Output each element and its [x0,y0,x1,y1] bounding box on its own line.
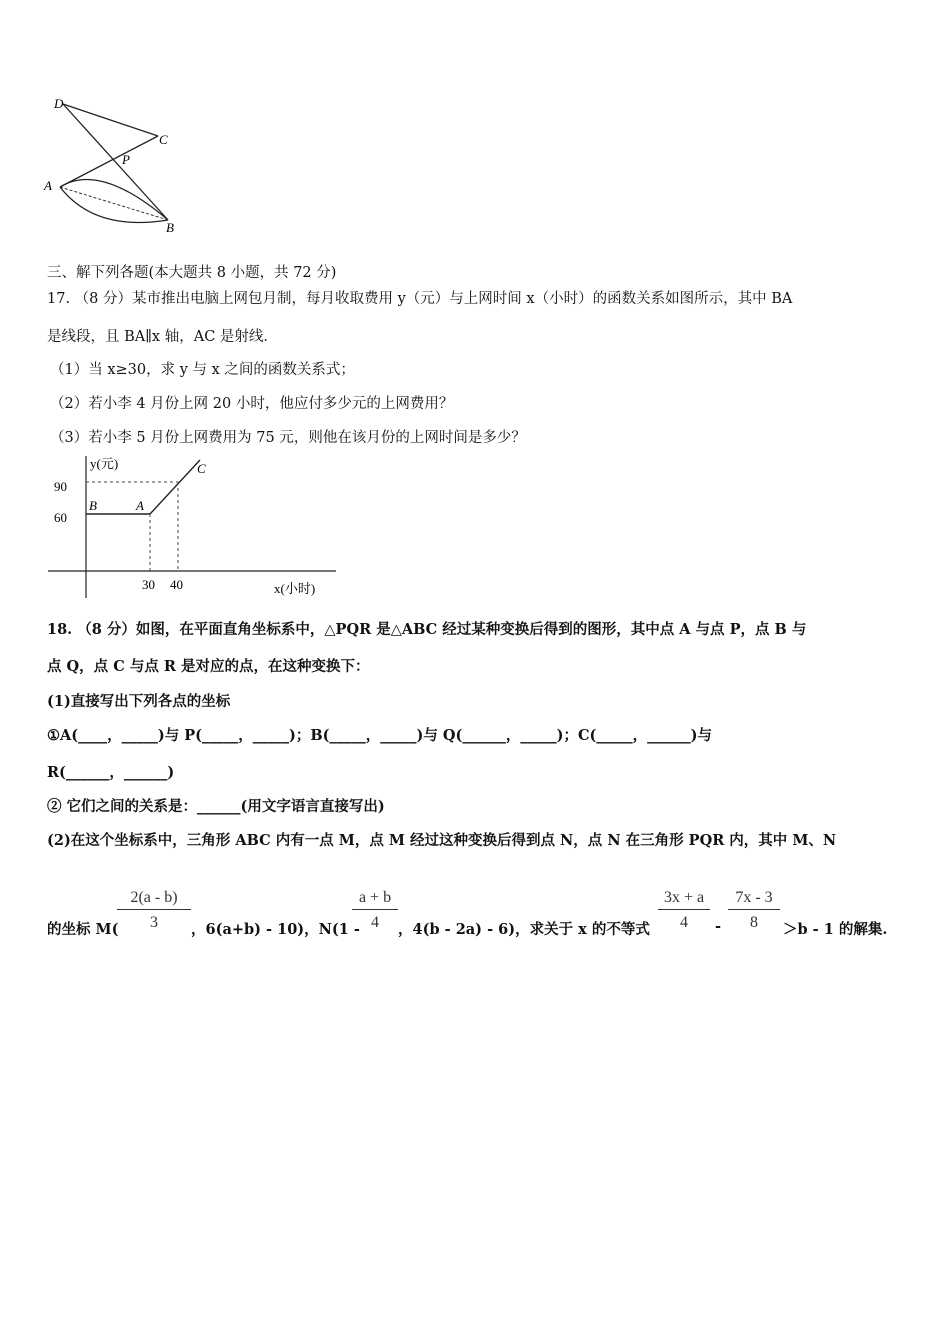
q17-graph [44,450,344,600]
fraction-ineq-1 [658,889,710,932]
q17-part3: （3）若小李 5 月份上网费用为 75 元，则他在该月份的上网时间是多少？ [50,430,526,446]
q18-relation: ② 它们之间的关系是：______(用文字语言直接写出) [47,798,385,815]
q18-last-seg2: ，6(a+b) - 10)，N(1 - [191,921,360,938]
q17-stem-line1: 17. （8 分）某市推出电脑上网包月制，每月收取费用 y（元）与上网时间 x（小时）的函数关系如图所示，其中 BA [47,291,793,307]
label-a: A [44,178,52,193]
x-tick-40: 40 [170,577,183,592]
q18-last-seg4: ＞b - 1 的解集. [783,921,888,938]
geometry-figure [40,92,190,237]
fraction-ineq-2 [728,889,780,932]
label-c: C [159,132,168,147]
q18-blanks-line1: ①A(____，_____)与 P(_____，_____)；B(_____，_____)与 Q(______，_____)；C(_____，______)与 [47,727,713,744]
x-axis-label: x(小时) [274,581,316,596]
q17-part1: （1）当 x≥30，求 y 与 x 之间的函数关系式； [50,362,355,378]
x-tick-30: 30 [142,577,155,592]
label-b: B [166,220,174,235]
y-tick-60: 60 [54,510,67,525]
fraction-n-x [352,889,398,932]
q18-last-minus: - [715,918,722,935]
label-p: P [122,152,130,167]
fraction-n-x-den: 4 [371,914,379,931]
fraction-m-x-num: 2(a - b) [117,889,191,910]
fraction-ineq-2-num: 7x - 3 [728,889,780,910]
fraction-ineq-1-num: 3x + a [658,889,710,910]
fraction-ineq-2-den: 8 [750,914,758,931]
q18-blanks-line2: R(______，______) [47,764,175,781]
point-b-label: B [89,498,97,513]
q18-part1-title: (1)直接写出下列各点的坐标 [47,693,231,710]
y-tick-90: 90 [54,479,67,494]
q18-last-seg1: 的坐标 M( [47,921,119,938]
point-a-label: A [136,498,144,513]
q18-stem-line1: 18. （8 分）如图，在平面直角坐标系中，△PQR 是△ABC 经过某种变换后得到的图形，其中点 A 与点 P，点 B 与 [47,621,807,638]
fraction-ineq-1-den: 4 [680,914,688,931]
q18-part2-line1: (2)在这个坐标系中，三角形 ABC 内有一点 M，点 M 经过这种变换后得到点 N，点 N 在三角形 PQR 内，其中 M、N [47,832,837,849]
point-c-label: C [197,461,206,476]
fraction-m-x [117,889,191,932]
fraction-n-x-num: a + b [352,889,398,910]
q18-last-seg3: ，4(b - 2a) - 6)，求关于 x 的不等式 [398,921,650,938]
q17-part2: （2）若小李 4 月份上网 20 小时，他应付多少元的上网费用？ [50,396,454,412]
fraction-m-x-den: 3 [150,914,158,931]
label-d: D [54,96,64,111]
y-axis-label: y(元) [90,456,119,471]
q17-stem-line2: 是线段，且 BA∥x 轴，AC 是射线． [47,329,278,345]
section-heading: 三、解下列各题(本大题共 8 小题，共 72 分) [47,265,337,281]
q18-stem-line2: 点 Q，点 C 与点 R 是对应的点，在这种变换下： [47,658,370,675]
